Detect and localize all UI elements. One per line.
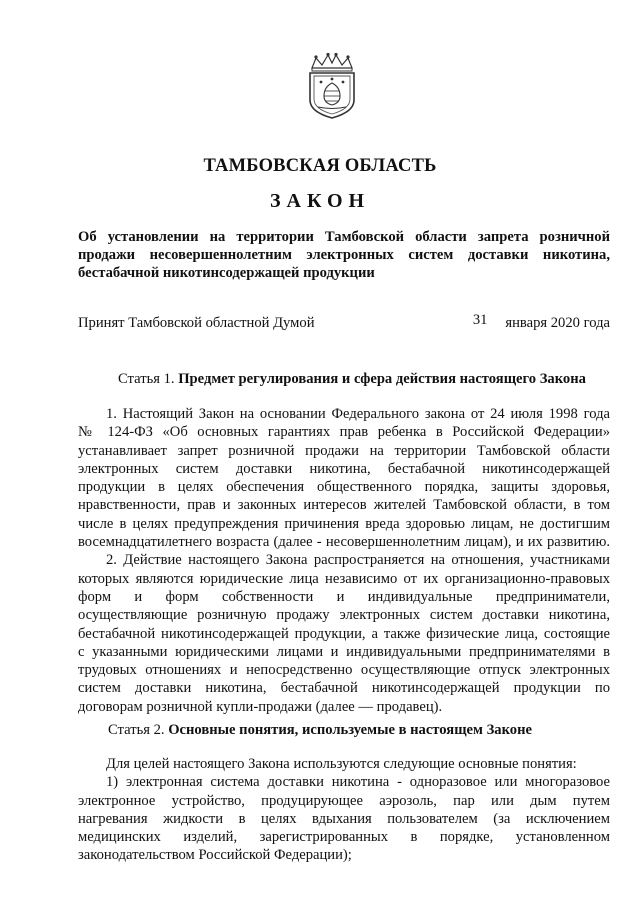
- region-title: ТАМБОВСКАЯ ОБЛАСТЬ: [203, 156, 437, 176]
- law-subject: [78, 228, 610, 282]
- article-1-title: Предмет регулирования и сфера действия настоящего Закона: [178, 371, 586, 387]
- text-line: продукции в целях обеспечения общественного порядка, защиты здоровья,: [78, 479, 610, 496]
- article-1-heading: [118, 371, 610, 388]
- text-line: устанавливает запрет розничной продажи на территории Тамбовской области: [78, 442, 610, 459]
- article-2-body: [78, 755, 610, 865]
- text-line: восемнадцатилетнего возраста (далее - несовершеннолетним лицам), и их развитию.: [78, 534, 610, 551]
- adoption-date: [472, 312, 610, 332]
- text-line: 2. Действие настоящего Закона распространяется на отношения, участниками: [106, 552, 610, 569]
- subject-line: продажи несовершеннолетним электронных систем доставки никотина,: [78, 247, 610, 263]
- subject-line: Об установлении на территории Тамбовской области запрета розничной: [78, 229, 610, 245]
- adoption-day: 31: [472, 312, 488, 328]
- law-title: ЗАКОН: [269, 190, 371, 212]
- adoption-line: [78, 312, 610, 332]
- text-line: электронных систем доставки никотина, бестабачной никотинсодержащей: [78, 460, 610, 477]
- article-2-title: Основные понятия, используемые в настоящем Законе: [168, 722, 532, 738]
- text-line: электронное устройство, продуцирующее аэрозоль, пар или дым путем: [78, 792, 610, 809]
- text-line: Для целей настоящего Закона используются следующие основные понятия:: [106, 756, 577, 772]
- text-line: нагревания жидкости в целях вдыхания пользователем (за исключением: [78, 810, 610, 827]
- text-line: № 124-ФЗ «Об основных гарантиях прав ребенка в Российской Федерации»: [78, 424, 610, 441]
- text-line: нравственности, прав и законных интересов жителей Тамбовской области, в том: [78, 497, 610, 514]
- tambov-coat-of-arms-icon: [302, 52, 362, 120]
- adoption-label: Принят Тамбовской областной Думой: [78, 315, 315, 331]
- article-2-heading: [108, 722, 610, 739]
- text-line: с указанными юридическими лицами и индивидуальными предпринимателями в: [78, 643, 610, 660]
- text-line: договорам розничной купли-продажи (далее — продавец).: [78, 698, 443, 715]
- text-line: систем доставки никотина, бестабачной никотинсодержащей продукции по: [78, 680, 610, 697]
- article-1-prefix: Статья 1.: [118, 371, 179, 387]
- text-line: 1. Настоящий Закон на основании Федерального закона от 24 июля 1998 года: [106, 406, 610, 422]
- text-line: 1) электронная система доставки никотина - одноразовое или многоразовое: [106, 774, 610, 791]
- text-line: законодательством Российской Федерации);: [78, 847, 352, 864]
- text-line: бестабачной никотинсодержащей продукции, а также физические лица, состоящие: [78, 625, 610, 642]
- text-line: форм и форм собственности и индивидуальные предприниматели,: [78, 588, 610, 605]
- text-line: которых являются юридические лица независимо от их организационно-правовых: [78, 570, 610, 587]
- adoption-month-year: января 2020 года: [505, 315, 610, 331]
- text-line: медицинских изделий, зарегистрированных в порядке, установленном: [78, 829, 610, 846]
- article-2-prefix: Статья 2.: [108, 722, 169, 738]
- text-line: осуществляющие розничную продажу электронных систем доставки никотина,: [78, 607, 610, 624]
- text-line: трудовых отношениях и непосредственно осуществляющие отпуск электронных: [78, 662, 610, 679]
- article-1-body: [78, 405, 610, 716]
- text-line: числе в целях предупреждения причинения вреда здоровью лицам, не достигшим: [78, 515, 610, 532]
- subject-line: бестабачной никотинсодержащей продукции: [78, 265, 375, 281]
